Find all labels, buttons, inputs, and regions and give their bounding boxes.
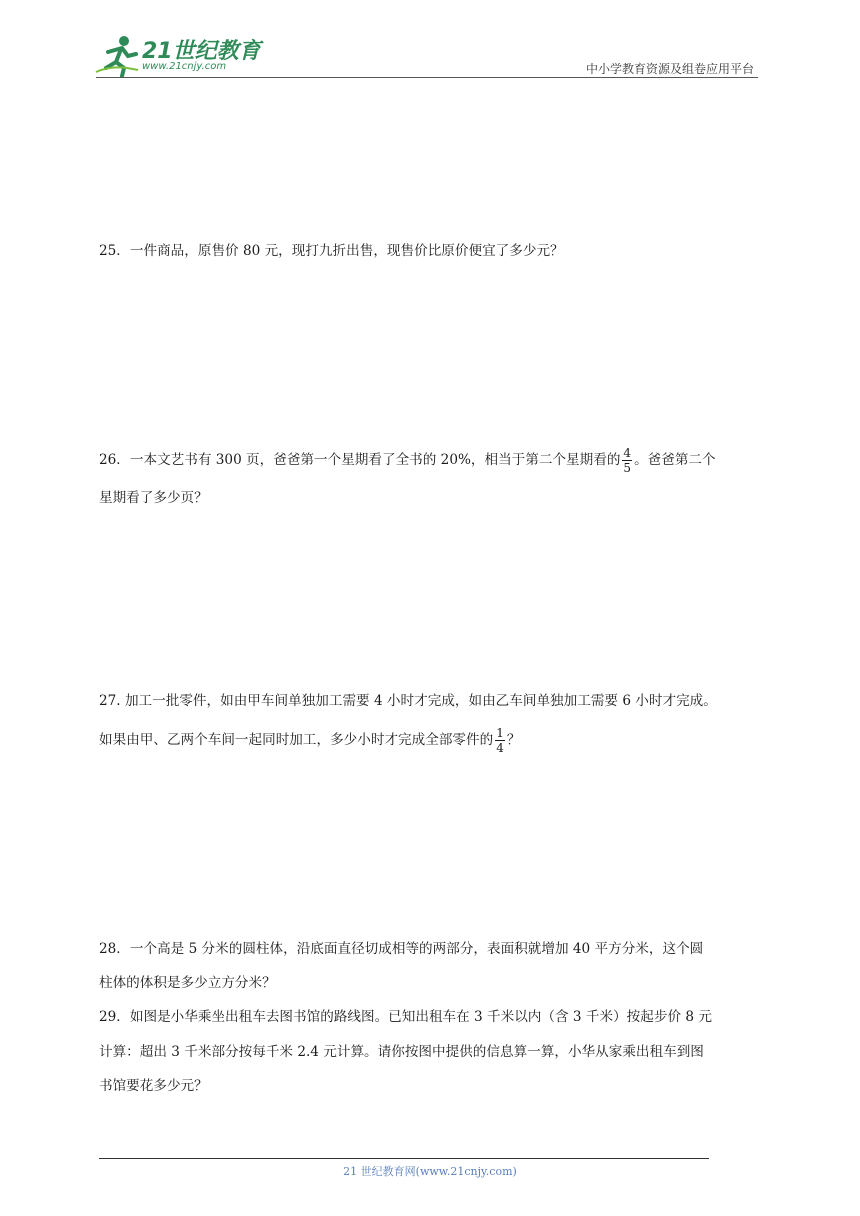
question-26-text-a: 26．一本文艺书有 300 页，爸爸第一个星期看了全书的 20%，相当于第二个星期看的 (99, 452, 621, 468)
fraction-4-5 (622, 446, 632, 475)
runner-logo-icon (94, 34, 140, 78)
header-slogan: 中小学教育资源及组卷应用平台 (585, 62, 754, 76)
question-28-line-2: 柱体的体积是多少立方分米？ (99, 975, 276, 991)
header-divider (96, 77, 758, 78)
question-28-line-1: 28．一个高是 5 分米的圆柱体，沿底面直径切成相等的两部分，表面积就增加 40 平方分米，这个圆 (99, 941, 704, 957)
question-25: 25．一件商品，原售价 80 元，现打九折出售，现售价比原价便宜了多少元？ (99, 243, 564, 259)
question-29-line-3: 书馆要花多少元？ (99, 1078, 208, 1094)
fraction-numerator: 4 (623, 446, 632, 460)
question-26-text-b: 。爸爸第二个 (634, 452, 716, 468)
question-26-line-2: 星期看了多少页？ (99, 490, 208, 506)
question-27-text-b: ？ (506, 732, 521, 748)
question-29-line-1: 29．如图是小华乘坐出租车去图书馆的路线图。已知出租车在 3 千米以内（含 3 千米）按起步价 8 元 (99, 1009, 712, 1025)
footer-divider (99, 1158, 709, 1159)
fraction-1-4 (495, 726, 505, 755)
footer-link[interactable]: 21 世纪教育网(www.21cnjy.com) (343, 1165, 517, 1178)
logo-url: www.21cnjy.com (142, 61, 227, 72)
fraction-denominator: 4 (496, 741, 504, 755)
question-27-text-a: 如果由甲、乙两个车间一起同时加工，多少小时才完成全部零件的 (99, 732, 494, 748)
question-29-line-2: 计算：超出 3 千米部分按每千米 2.4 元计算。请你按图中提供的信息算一算，小华从家乘出租车到图 (99, 1044, 704, 1060)
fraction-denominator: 5 (623, 461, 632, 475)
fraction-numerator: 1 (496, 726, 504, 740)
page-header (0, 0, 860, 80)
site-logo[interactable] (94, 34, 264, 78)
logo-text: 21世纪教育 (142, 39, 261, 64)
question-27-line-2 (99, 723, 769, 757)
question-27-line-1: 27. 加工一批零件，如由甲车间单独加工需要 4 小时才完成，如由乙车间单独加工需要 6 小时才完成。 (99, 693, 717, 709)
question-26-line-1 (99, 443, 769, 477)
